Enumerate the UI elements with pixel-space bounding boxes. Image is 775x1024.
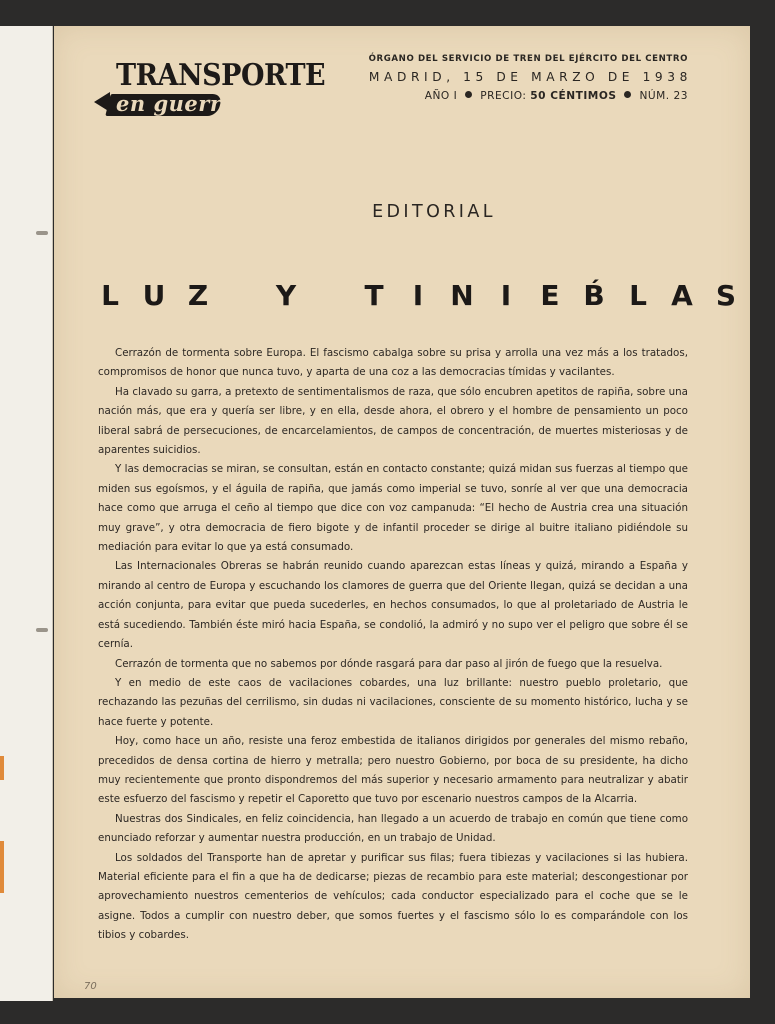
headline-letter: S — [715, 279, 737, 312]
binding-staple — [36, 231, 48, 235]
editorial-paragraph: Hoy, como hace un año, resiste una feroz embestida de italianos dirigidos por generales del mismo rebaño, precedidos de densa cortina de hierro y metralla; pero nuestro Gobierno, por boca de su presidente, ha dicho muy recientemente que pronto dispondremos del más superior y necesario armamento para neutralizar y abatir este esfuerzo del fascismo y repetir el Caporetto que tuvo por escenario nuestros campos de la Alcarria. — [98, 735, 688, 806]
editorial-paragraph: Cerrazón de tormenta sobre Europa. El fascismo cabalga sobre su prisa y arrolla una vez más a los tratados, compromisos de honor que nunca tuvo, y aparta de una coz a las democracias tímidas y vacilantes. — [98, 347, 688, 379]
editorial-paragraph: Y las democracias se miran, se consultan, están en contacto constante; quizá midan sus fuerzas al tiempo que miden sus egoísmos, y el águila de rapiña, que jamás como imperial se tuvo, sonríe al ver que una democracia hace como que arruga el ceño al tiempo que dice con voz campanuda: “El hecho de Austria crea una situación muy grave”, y otra democracia de fiero bigote y de infantil proceder se dirige al buitre italiano pidiéndole su mediación para evitar lo que ya está consumado. — [98, 463, 688, 554]
editorial-body — [98, 344, 688, 946]
editorial-paragraph: Cerrazón de tormenta que no sabemos por dónde rasgará para dar paso al jirón de fuego que la resuelva. — [115, 657, 663, 670]
section-label: EDITORIAL — [372, 202, 496, 222]
page-number: 70 — [84, 981, 97, 992]
headline-letter: Z — [187, 279, 209, 312]
publisher-line: ÓRGANO DEL SERVICIO DE TREN DEL EJÉRCITO DEL CENTRO — [368, 54, 688, 64]
headline-letter: I — [500, 279, 512, 312]
headline-letter — [230, 276, 254, 316]
document-page — [54, 26, 750, 998]
binding-staple — [36, 628, 48, 632]
headline-letter: E — [540, 279, 560, 312]
headline-letter: N — [450, 279, 474, 312]
price-label: PRECIO: — [480, 90, 527, 102]
bullet-icon — [465, 91, 472, 98]
price-value: 50 CÉNTIMOS — [530, 90, 617, 102]
date-line: MADRID, 15 DE MARZO DE 1938 — [368, 70, 692, 84]
issue-line — [369, 88, 688, 104]
logo-subtitle: en guerra — [116, 91, 236, 116]
masthead-info — [368, 53, 692, 104]
headline-letter: L — [629, 279, 647, 312]
orange-margin-mark — [0, 841, 4, 893]
headline-letter: Y — [275, 279, 297, 312]
editorial-paragraph: Nuestras dos Sindicales, en feliz coincidencia, han llegado a un acuerdo de trabajo en común que tiene como enunciado reforzar y aumentar nuestra producción, en un trabajo de Unidad. — [98, 812, 688, 845]
facing-page-edge — [0, 26, 53, 1001]
headline-letter: B́ — [583, 279, 605, 312]
orange-margin-mark — [0, 756, 4, 780]
editorial-paragraph: Ha clavado su garra, a pretexto de sentimentalismos de raza, que sólo encubren apetitos de rapiña, sobre una nación más, que era y quería ser libre, y en ella, desde ahora, el obrero y el hombre de pensamiento un poco liberal sabrá de persecuciones, de encarcelamientos, de campos de concentración, de muertes misteriosas y de aparentes suicidios. — [98, 385, 688, 457]
headline-letter — [318, 276, 342, 316]
issue-year: AÑO I — [424, 90, 458, 102]
editorial-paragraph: Las Internacionales Obreras se habrán reunido cuando aparezcan estas líneas y quizá, mirando a España y mirando al centro de Europa y escuchando los clamores de guerra que del Oriente llegan, quizá se decidan a una acción conjunta, para evitar que pueda sucederles, en hechos consumados, lo que al proletariado de Austria le está sucediendo. También éste miró hacia España, se condolió, la admiró y no supo ver el peligro que sobre él se cernía. — [98, 560, 688, 651]
logo-title: TRANSPORTE — [116, 57, 326, 93]
editorial-paragraph: Y en medio de este caos de vacilaciones cobardes, una luz brillante: nuestro pueblo proletario, que rechazando las pezuñas del cerrilismo, sin dudas ni vacilaciones, consciente de su momento histórico, lucha y se hace fuerte y potente. — [98, 676, 688, 728]
headline-letter: L — [101, 279, 119, 312]
masthead-logo — [94, 57, 326, 123]
headline-letter: A — [671, 279, 693, 312]
headline — [98, 276, 738, 316]
editorial-paragraph: Los soldados del Transporte han de apretar y purificar sus filas; fuera tibiezas y vacilaciones si las hubiera. Material eficiente para el fin a que ha de dedicarse; piezas de recambio para este material; descongestionar por aprovechamiento nuestros cementerios de vehículos; cada conductor especializado para el coche que se le asigne. Todos a cumplir con nuestro deber, que somos fuertes y el fascismo sólo lo es comparándole con los tibios y cobardes. — [98, 851, 688, 942]
headline-letter: I — [412, 279, 424, 312]
headline-letter: T — [364, 279, 384, 312]
headline-letter: U — [142, 279, 166, 312]
issue-number: NÚM. 23 — [639, 90, 688, 102]
bullet-icon — [624, 91, 631, 98]
